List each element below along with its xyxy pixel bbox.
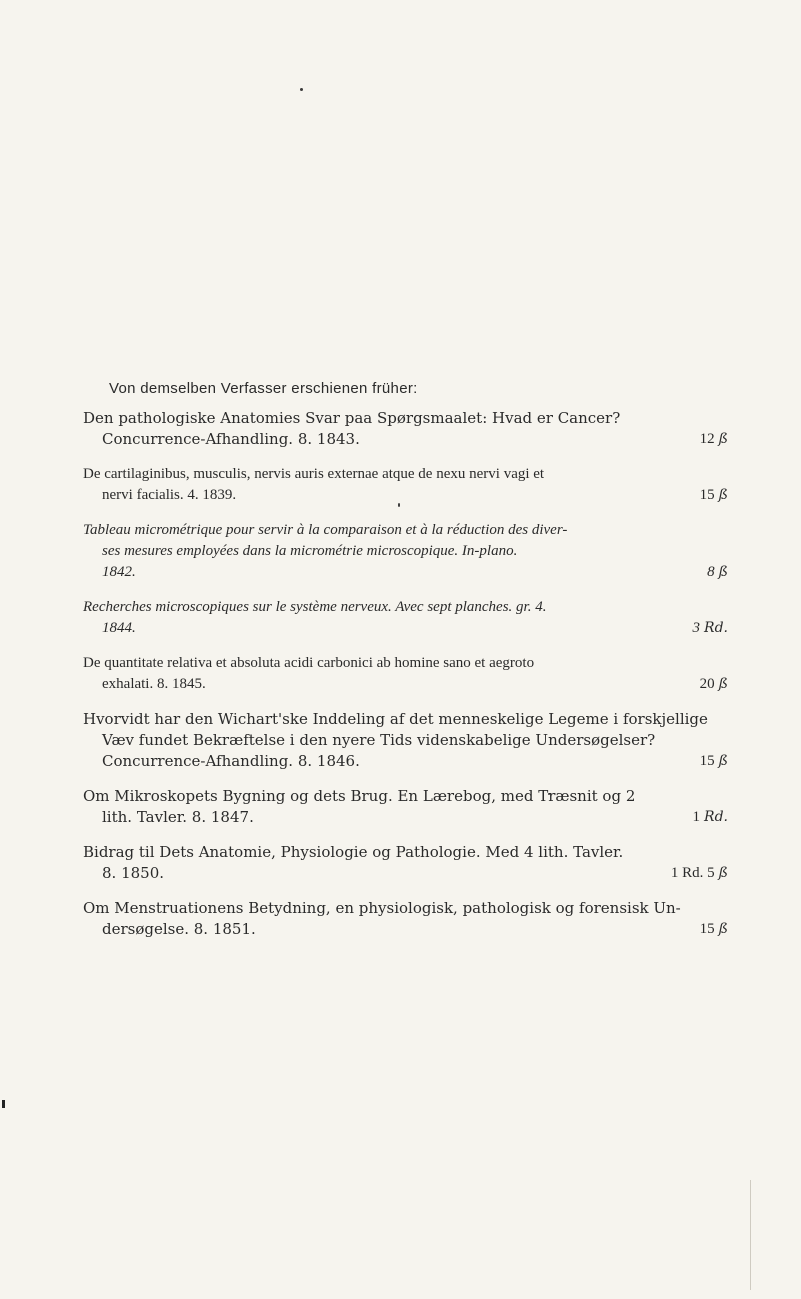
entry-detail-line: lith. Tavler. 8. 1847. bbox=[102, 808, 254, 826]
entry-price bbox=[693, 807, 728, 828]
entry-detail-line: exhalati. 8. 1845. bbox=[102, 676, 206, 692]
entry-detail-line: nervi facialis. 4. 1839. bbox=[102, 487, 237, 503]
entry-title-line: Om Menstruationens Betydning, en physiologisk, pathologisk og forensisk Un- bbox=[83, 899, 681, 917]
entry-detail-line: 8. 1850. bbox=[102, 864, 165, 882]
entry-year-line: 1842. bbox=[102, 564, 136, 580]
entry-title-line: Tableau micrométrique pour servir à la comparaison et à la réduction des diver- bbox=[83, 522, 568, 538]
price-unit: ß bbox=[718, 865, 728, 881]
entry-detail-line: Væv fundet Bekræftelse i den nyere Tids videnskabelige Undersøgelser? bbox=[102, 731, 656, 749]
entry-title-line: De quantitate relativa et absoluta acidi carbonici ab homine sano et aegroto bbox=[83, 655, 535, 671]
publication-entry bbox=[83, 653, 728, 695]
publication-list bbox=[83, 408, 728, 954]
price-amount: 15 bbox=[699, 487, 715, 503]
price-unit: ß bbox=[718, 921, 728, 937]
entry-year-line: 1844. bbox=[102, 620, 136, 636]
entry-title-line: Den pathologiske Anatomies Svar paa Spørgsmaalet: Hvad er Cancer? bbox=[83, 409, 621, 427]
price-unit: ß bbox=[718, 431, 728, 447]
price-amount: 12 bbox=[699, 431, 715, 447]
publication-entry bbox=[83, 597, 728, 639]
publication-entry bbox=[83, 464, 728, 506]
entry-price bbox=[700, 485, 728, 506]
publication-entry bbox=[83, 520, 728, 583]
ink-speck bbox=[300, 88, 303, 91]
price-amount: 20 bbox=[699, 676, 715, 692]
publication-entry bbox=[83, 898, 728, 940]
entry-title-line: Hvorvidt har den Wichart'ske Inddeling af det menneskelige Legeme i forskjellige bbox=[83, 710, 708, 728]
price-amount: 15 bbox=[699, 921, 715, 937]
price-unit: ß bbox=[718, 753, 728, 769]
price-unit: ß bbox=[718, 487, 728, 503]
page-edge-shadow bbox=[750, 1180, 751, 1290]
entry-detail-line: Concurrence-Afhandling. 8. 1843. bbox=[102, 430, 360, 448]
price-unit: ß bbox=[718, 676, 728, 692]
entry-price bbox=[700, 751, 728, 772]
price-amount: 1 bbox=[692, 809, 701, 825]
price-amount: 8 bbox=[707, 564, 715, 580]
margin-mark bbox=[2, 1100, 5, 1108]
entry-title-line: Recherches microscopiques sur le système nerveux. Avec sept planches. gr. 4. bbox=[83, 599, 547, 615]
publication-entry bbox=[83, 842, 728, 884]
entry-price bbox=[671, 863, 728, 884]
entry-title-line: Om Mikroskopets Bygning og dets Brug. En Lærebog, med Træsnit og 2 bbox=[83, 787, 636, 805]
publisher-heading: Von demselben Verfasser erschienen früher: bbox=[109, 380, 418, 397]
publication-entry bbox=[83, 709, 728, 772]
entry-title-line: De cartilaginibus, musculis, nervis auris externae atque de nexu nervi vagi et bbox=[83, 466, 545, 482]
entry-price bbox=[693, 618, 728, 639]
entry-price bbox=[700, 919, 728, 940]
price-unit: ß bbox=[718, 564, 728, 580]
entry-detail-line: Concurrence-Afhandling. 8. 1846. bbox=[102, 752, 360, 770]
price-unit: Rd. bbox=[704, 620, 728, 636]
entry-detail-line: ses mesures employées dans la micrométrie microscopique. In-plano. bbox=[102, 543, 518, 559]
entry-price bbox=[707, 562, 728, 583]
price-amount: 3 bbox=[692, 620, 701, 636]
entry-detail-line: dersøgelse. 8. 1851. bbox=[102, 920, 256, 938]
publication-entry bbox=[83, 786, 728, 828]
price-amount: 1 Rd. 5 bbox=[670, 865, 715, 881]
publication-entry bbox=[83, 408, 728, 450]
price-unit: Rd. bbox=[704, 809, 728, 825]
price-amount: 15 bbox=[699, 753, 715, 769]
entry-price bbox=[700, 674, 728, 695]
entry-title-line: Bidrag til Dets Anatomie, Physiologie og Pathologie. Med 4 lith. Tavler. bbox=[83, 843, 624, 861]
entry-price bbox=[700, 429, 728, 450]
